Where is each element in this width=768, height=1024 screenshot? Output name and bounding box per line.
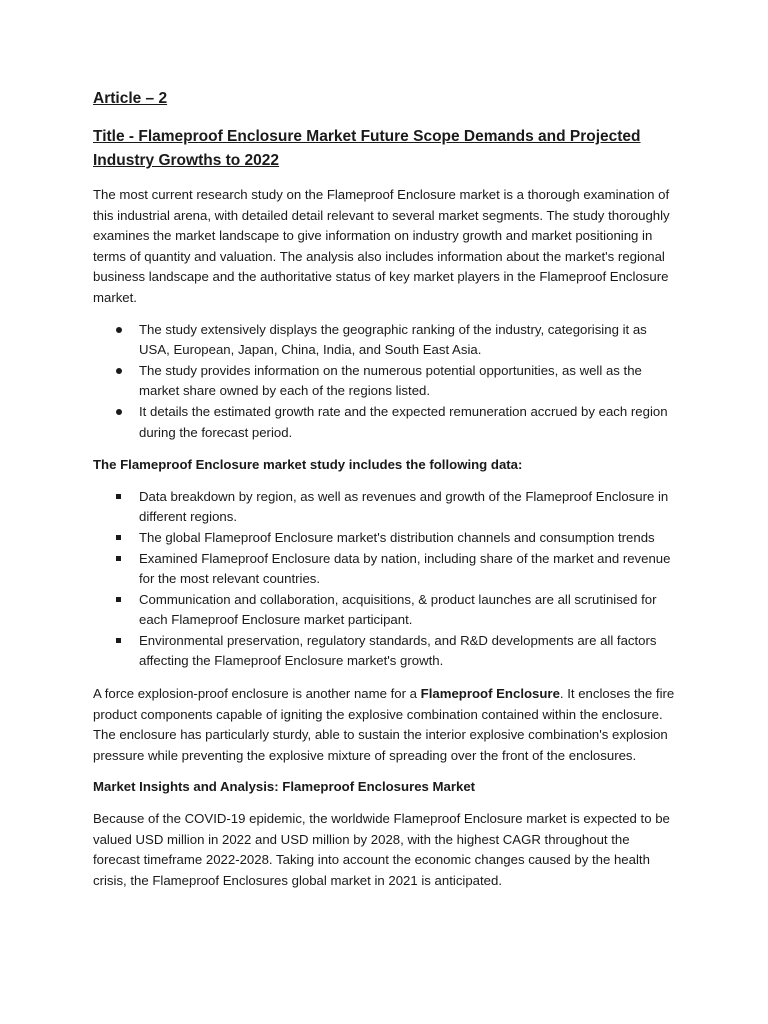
insights-heading: Market Insights and Analysis: Flameproof Enclosures Market — [93, 779, 476, 795]
definition-paragraph — [93, 684, 678, 766]
list-item: It details the estimated growth rate and the expected remuneration accrued by each region during the forecast period. — [93, 402, 678, 443]
list-item: Data breakdown by region, as well as revenues and growth of the Flameproof Enclosure in different regions. — [93, 487, 678, 528]
insights-paragraph: Because of the COVID-19 epidemic, the worldwide Flameproof Enclosure market is expected to be valued USD million in 2022 and USD million by 2028, with the highest CAGR throughout the forecast timeframe 2022-2028. Taking into account the economic changes caused by the health crisis, the Flameproof Enclosures global market in 2021 is anticipated. — [93, 811, 670, 888]
definition-text-end: . It encloses the fire product components capable of igniting the explosive combination contained within the enclosure. The enclosure has particularly sturdy, able to sustain the interior explosive combination's explosion pressure while preventing the explosive mixture of spreading over the front of the enclosures. — [93, 686, 675, 763]
definition-bold-term: Flameproof Enclosure — [420, 686, 560, 702]
document-page — [93, 88, 678, 902]
list-item: Communication and collaboration, acquisitions, & product launches are all scrutinised for each Flameproof Enclosure market participant. — [93, 590, 678, 631]
intro-paragraph: The most current research study on the Flameproof Enclosure market is a thorough examination of this industrial arena, with detailed detail relevant to several market segments. The study thoroughly examines the market landscape to give information on industry growth and market positioning in terms of quantity and valuation. The analysis also includes information about the market's regional business landscape and the authoritative status of key market players in the Flameproof Enclosure market. — [93, 187, 670, 305]
data-bullet-list — [93, 487, 678, 672]
list-item: The study extensively displays the geographic ranking of the industry, categorising it as USA, European, Japan, China, India, and South East Asia. — [93, 320, 678, 361]
list-item: The global Flameproof Enclosure market's distribution channels and consumption trends — [93, 528, 678, 549]
article-title: Title - Flameproof Enclosure Market Future Scope Demands and Projected Industry Growths to 2022 — [93, 128, 641, 169]
definition-text-start: A force explosion-proof enclosure is another name for a — [93, 686, 421, 702]
data-heading: The Flameproof Enclosure market study includes the following data: — [93, 457, 523, 473]
list-item: Environmental preservation, regulatory standards, and R&D developments are all factors affecting the Flameproof Enclosure market's growth. — [93, 631, 678, 672]
regional-bullet-list — [93, 320, 678, 444]
list-item: The study provides information on the numerous potential opportunities, as well as the market share owned by each of the regions listed. — [93, 361, 678, 402]
list-item: Examined Flameproof Enclosure data by nation, including share of the market and revenue for the most relevant countries. — [93, 549, 678, 590]
article-label: Article – 2 — [93, 90, 168, 107]
